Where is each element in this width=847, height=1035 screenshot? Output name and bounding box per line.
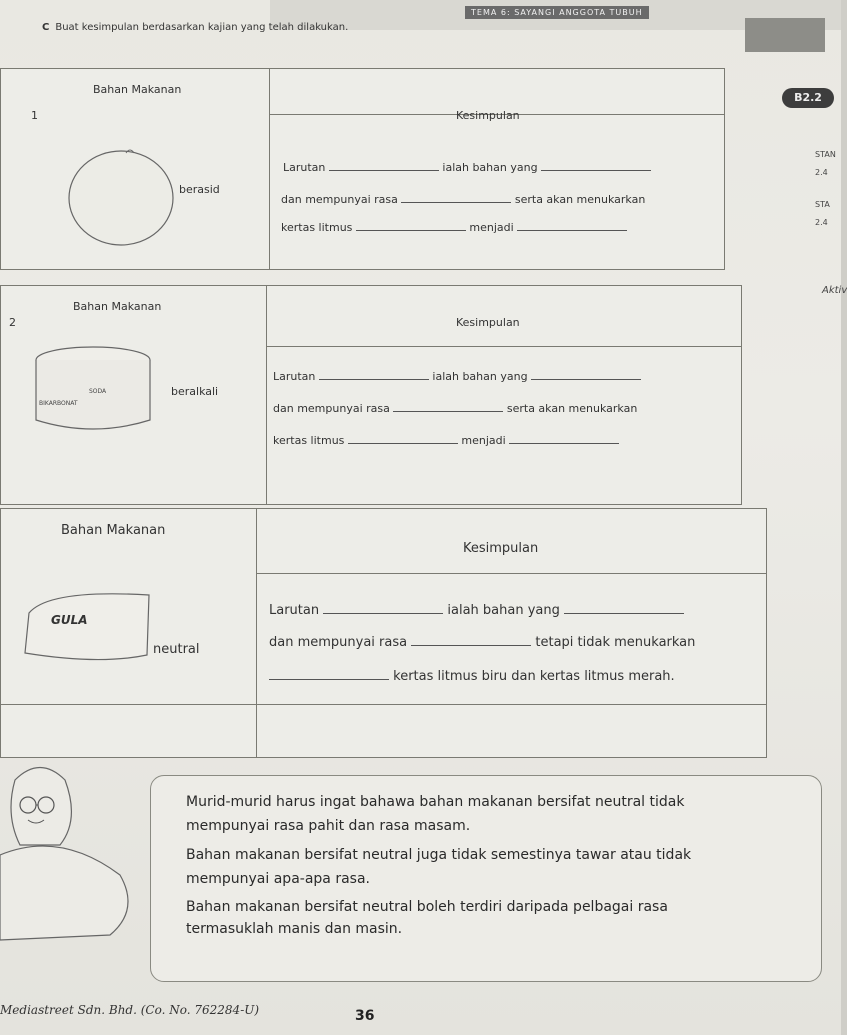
- note-line-1: Murid-murid harus ingat bahawa bahan makanan bersifat neutral tidak: [186, 794, 685, 810]
- corner-decoration: [745, 18, 825, 52]
- conclusion-line-1: Larutan ialah bahan yang: [269, 603, 684, 618]
- standard-badge: B2.2: [782, 88, 834, 108]
- conclusion-column-heading: Kesimpulan: [456, 316, 520, 329]
- answer-blank[interactable]: [509, 443, 619, 444]
- conclusion-line-1: Larutan ialah bahan yang: [273, 370, 641, 383]
- column-divider: [256, 509, 257, 757]
- theme-tag: TEMA 6: SAYANGI ANGGOTA TUBUH: [465, 6, 649, 19]
- standard-code-2: 2.4: [815, 218, 828, 227]
- note-line-3: Bahan makanan bersifat neutral juga tidak semestinya tawar atau tidak: [186, 847, 692, 863]
- conclusion-column-heading: Kesimpulan: [456, 109, 520, 122]
- food-column-heading: Bahan Makanan: [73, 300, 162, 313]
- can-label-soda: SODA: [89, 388, 107, 395]
- header-divider: [256, 573, 766, 574]
- food-column-heading: Bahan Makanan: [93, 83, 182, 96]
- column-divider: [269, 69, 270, 269]
- answer-blank[interactable]: [401, 202, 511, 203]
- answer-blank[interactable]: [541, 170, 651, 171]
- activity-label: Aktiv: [822, 285, 847, 296]
- section-label: C: [42, 22, 50, 33]
- note-line-2: mempunyai rasa pahit dan rasa masam.: [186, 818, 471, 834]
- page-number: 36: [355, 1008, 375, 1024]
- conclusion-line-3: kertas litmus menjadi: [281, 221, 627, 234]
- standard-label-1: STAN: [815, 150, 836, 159]
- food-type-neutral: neutral: [153, 642, 200, 657]
- note-line-5: Bahan makanan bersifat neutral boleh terdiri daripada pelbagai rasa: [186, 899, 668, 915]
- bag-label: GULA: [51, 613, 88, 627]
- food-type-acidic: berasid: [179, 183, 220, 196]
- teacher-illustration: [0, 760, 150, 945]
- row-number: 1: [31, 109, 38, 122]
- food-column-heading: Bahan Makanan: [61, 523, 166, 538]
- answer-blank[interactable]: [517, 230, 627, 231]
- row-divider: [1, 704, 766, 705]
- conclusion-line-2: dan mempunyai rasa tetapi tidak menukarkan: [269, 635, 696, 650]
- answer-blank[interactable]: [393, 411, 503, 412]
- conclusion-line-3: kertas litmus menjadi: [273, 434, 619, 447]
- conclusion-line-2: dan mempunyai rasa serta akan menukarkan: [273, 402, 638, 415]
- food-type-alkaline: beralkali: [171, 385, 219, 398]
- publisher-footer: Mediastreet Sdn. Bhd. (Co. No. 762284-U): [0, 1003, 260, 1017]
- row-number: 2: [9, 316, 16, 329]
- standard-code-1: 2.4: [815, 168, 828, 177]
- answer-blank[interactable]: [269, 679, 389, 680]
- can-label-bikarbonat: BIKARBONAT: [39, 400, 78, 407]
- conclusion-column-heading: Kesimpulan: [463, 541, 539, 556]
- instruction-line: [42, 22, 348, 33]
- sugar-bag-icon: [19, 583, 159, 668]
- answer-blank[interactable]: [531, 379, 641, 380]
- conclusion-line-3: kertas litmus biru dan kertas litmus merah.: [269, 669, 675, 684]
- table-alkaline: [0, 285, 742, 505]
- header-divider: [266, 346, 741, 347]
- standard-label-2: STA: [815, 200, 830, 209]
- answer-blank[interactable]: [323, 613, 443, 614]
- conclusion-line-1: Larutan ialah bahan yang: [283, 161, 651, 174]
- note-line-4: mempunyai apa-apa rasa.: [186, 871, 370, 887]
- table-acidic: [0, 68, 725, 270]
- note-line-6: termasuklah manis dan masin.: [186, 921, 403, 937]
- instruction-text: Buat kesimpulan berdasarkan kajian yang telah dilakukan.: [55, 22, 349, 33]
- answer-blank[interactable]: [411, 645, 531, 646]
- answer-blank[interactable]: [319, 379, 429, 380]
- orange-slice-icon: [66, 143, 176, 253]
- answer-blank[interactable]: [329, 170, 439, 171]
- table-neutral: [0, 508, 767, 758]
- answer-blank[interactable]: [564, 613, 684, 614]
- answer-blank[interactable]: [356, 230, 466, 231]
- conclusion-line-2: dan mempunyai rasa serta akan menukarkan: [281, 193, 646, 206]
- answer-blank[interactable]: [348, 443, 458, 444]
- column-divider: [266, 286, 267, 504]
